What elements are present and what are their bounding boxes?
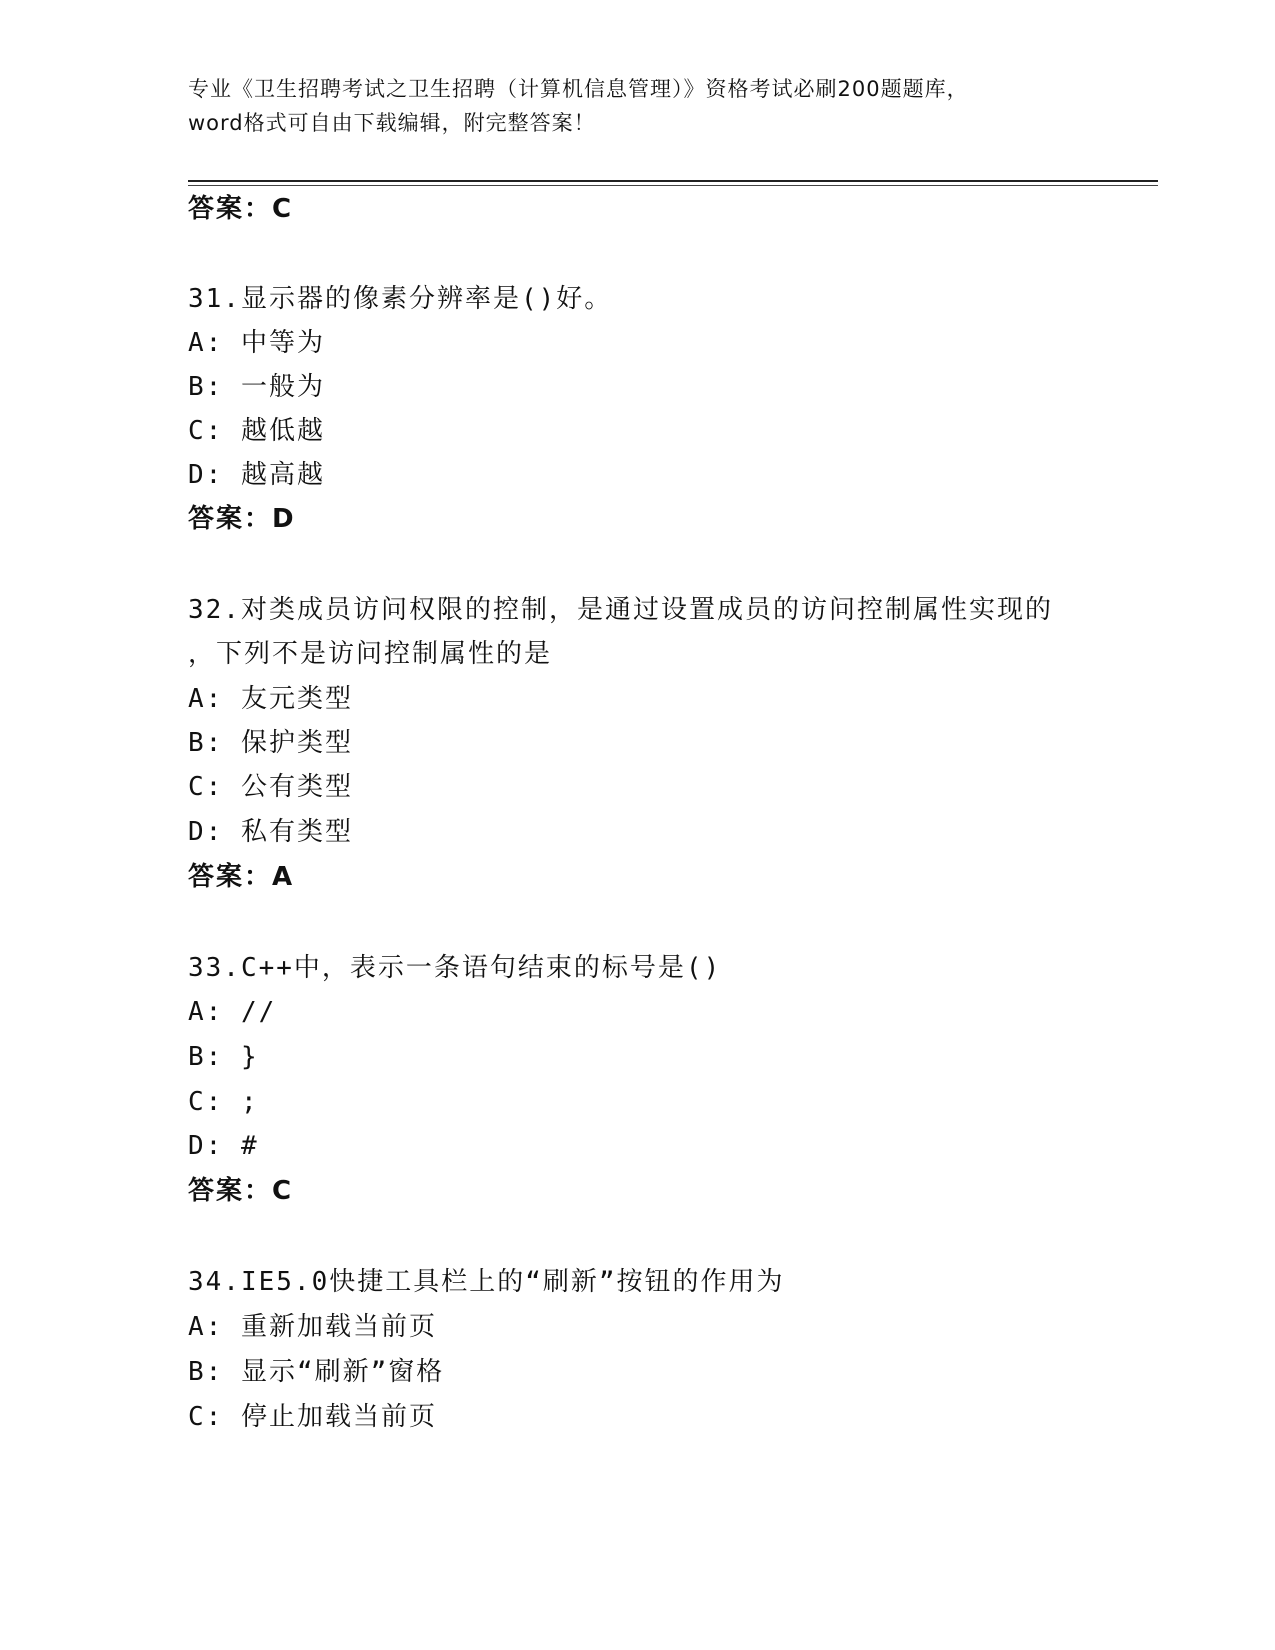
question-31-option-c: C: 越低越 — [188, 416, 325, 446]
question-32-option-c: C: 公有类型 — [188, 772, 353, 802]
question-33-answer: 答案：C — [188, 1176, 294, 1206]
question-32-answer: 答案：A — [188, 862, 295, 892]
document-header — [188, 72, 1088, 140]
question-34-option-b: B: 显示“刷新”窗格 — [188, 1357, 445, 1387]
question-33-option-d: D: # — [188, 1131, 259, 1161]
header-line-1: 专业《卫生招聘考试之卫生招聘（计算机信息管理）》资格考试必刷200题题库， — [188, 77, 969, 101]
question-32-option-d: D: 私有类型 — [188, 817, 353, 847]
question-34-option-a: A: 重新加载当前页 — [188, 1312, 437, 1342]
question-33-option-b: B: } — [188, 1042, 259, 1072]
question-33-stem: 33.C++中，表示一条语句结束的标号是() — [188, 953, 722, 983]
question-34-stem: 34.IE5.0快捷工具栏上的“刷新”按钮的作用为 — [188, 1267, 785, 1297]
question-31-stem: 31.显示器的像素分辨率是()好。 — [188, 284, 613, 314]
question-33-option-c: C: ; — [188, 1087, 259, 1117]
question-31-answer: 答案：D — [188, 504, 296, 534]
header-divider-thick — [188, 180, 1158, 182]
question-32-option-a: A: 友元类型 — [188, 684, 353, 714]
header-divider-thin — [188, 185, 1158, 186]
question-31-option-d: D: 越高越 — [188, 460, 325, 490]
question-34-option-c: C: 停止加载当前页 — [188, 1402, 437, 1432]
question-33-option-a: A: // — [188, 997, 277, 1027]
header-line-2: word格式可自由下载编辑，附完整答案！ — [188, 111, 596, 135]
question-32-stem-line-2: ，下列不是访问控制属性的是 — [188, 639, 553, 669]
question-32-stem-line-1: 32.对类成员访问权限的控制，是通过设置成员的访问控制属性实现的 — [188, 595, 1053, 625]
question-32-option-b: B: 保护类型 — [188, 728, 353, 758]
previous-answer: 答案：C — [188, 194, 294, 224]
question-31-option-b: B: 一般为 — [188, 372, 325, 402]
question-31-option-a: A: 中等为 — [188, 328, 325, 358]
